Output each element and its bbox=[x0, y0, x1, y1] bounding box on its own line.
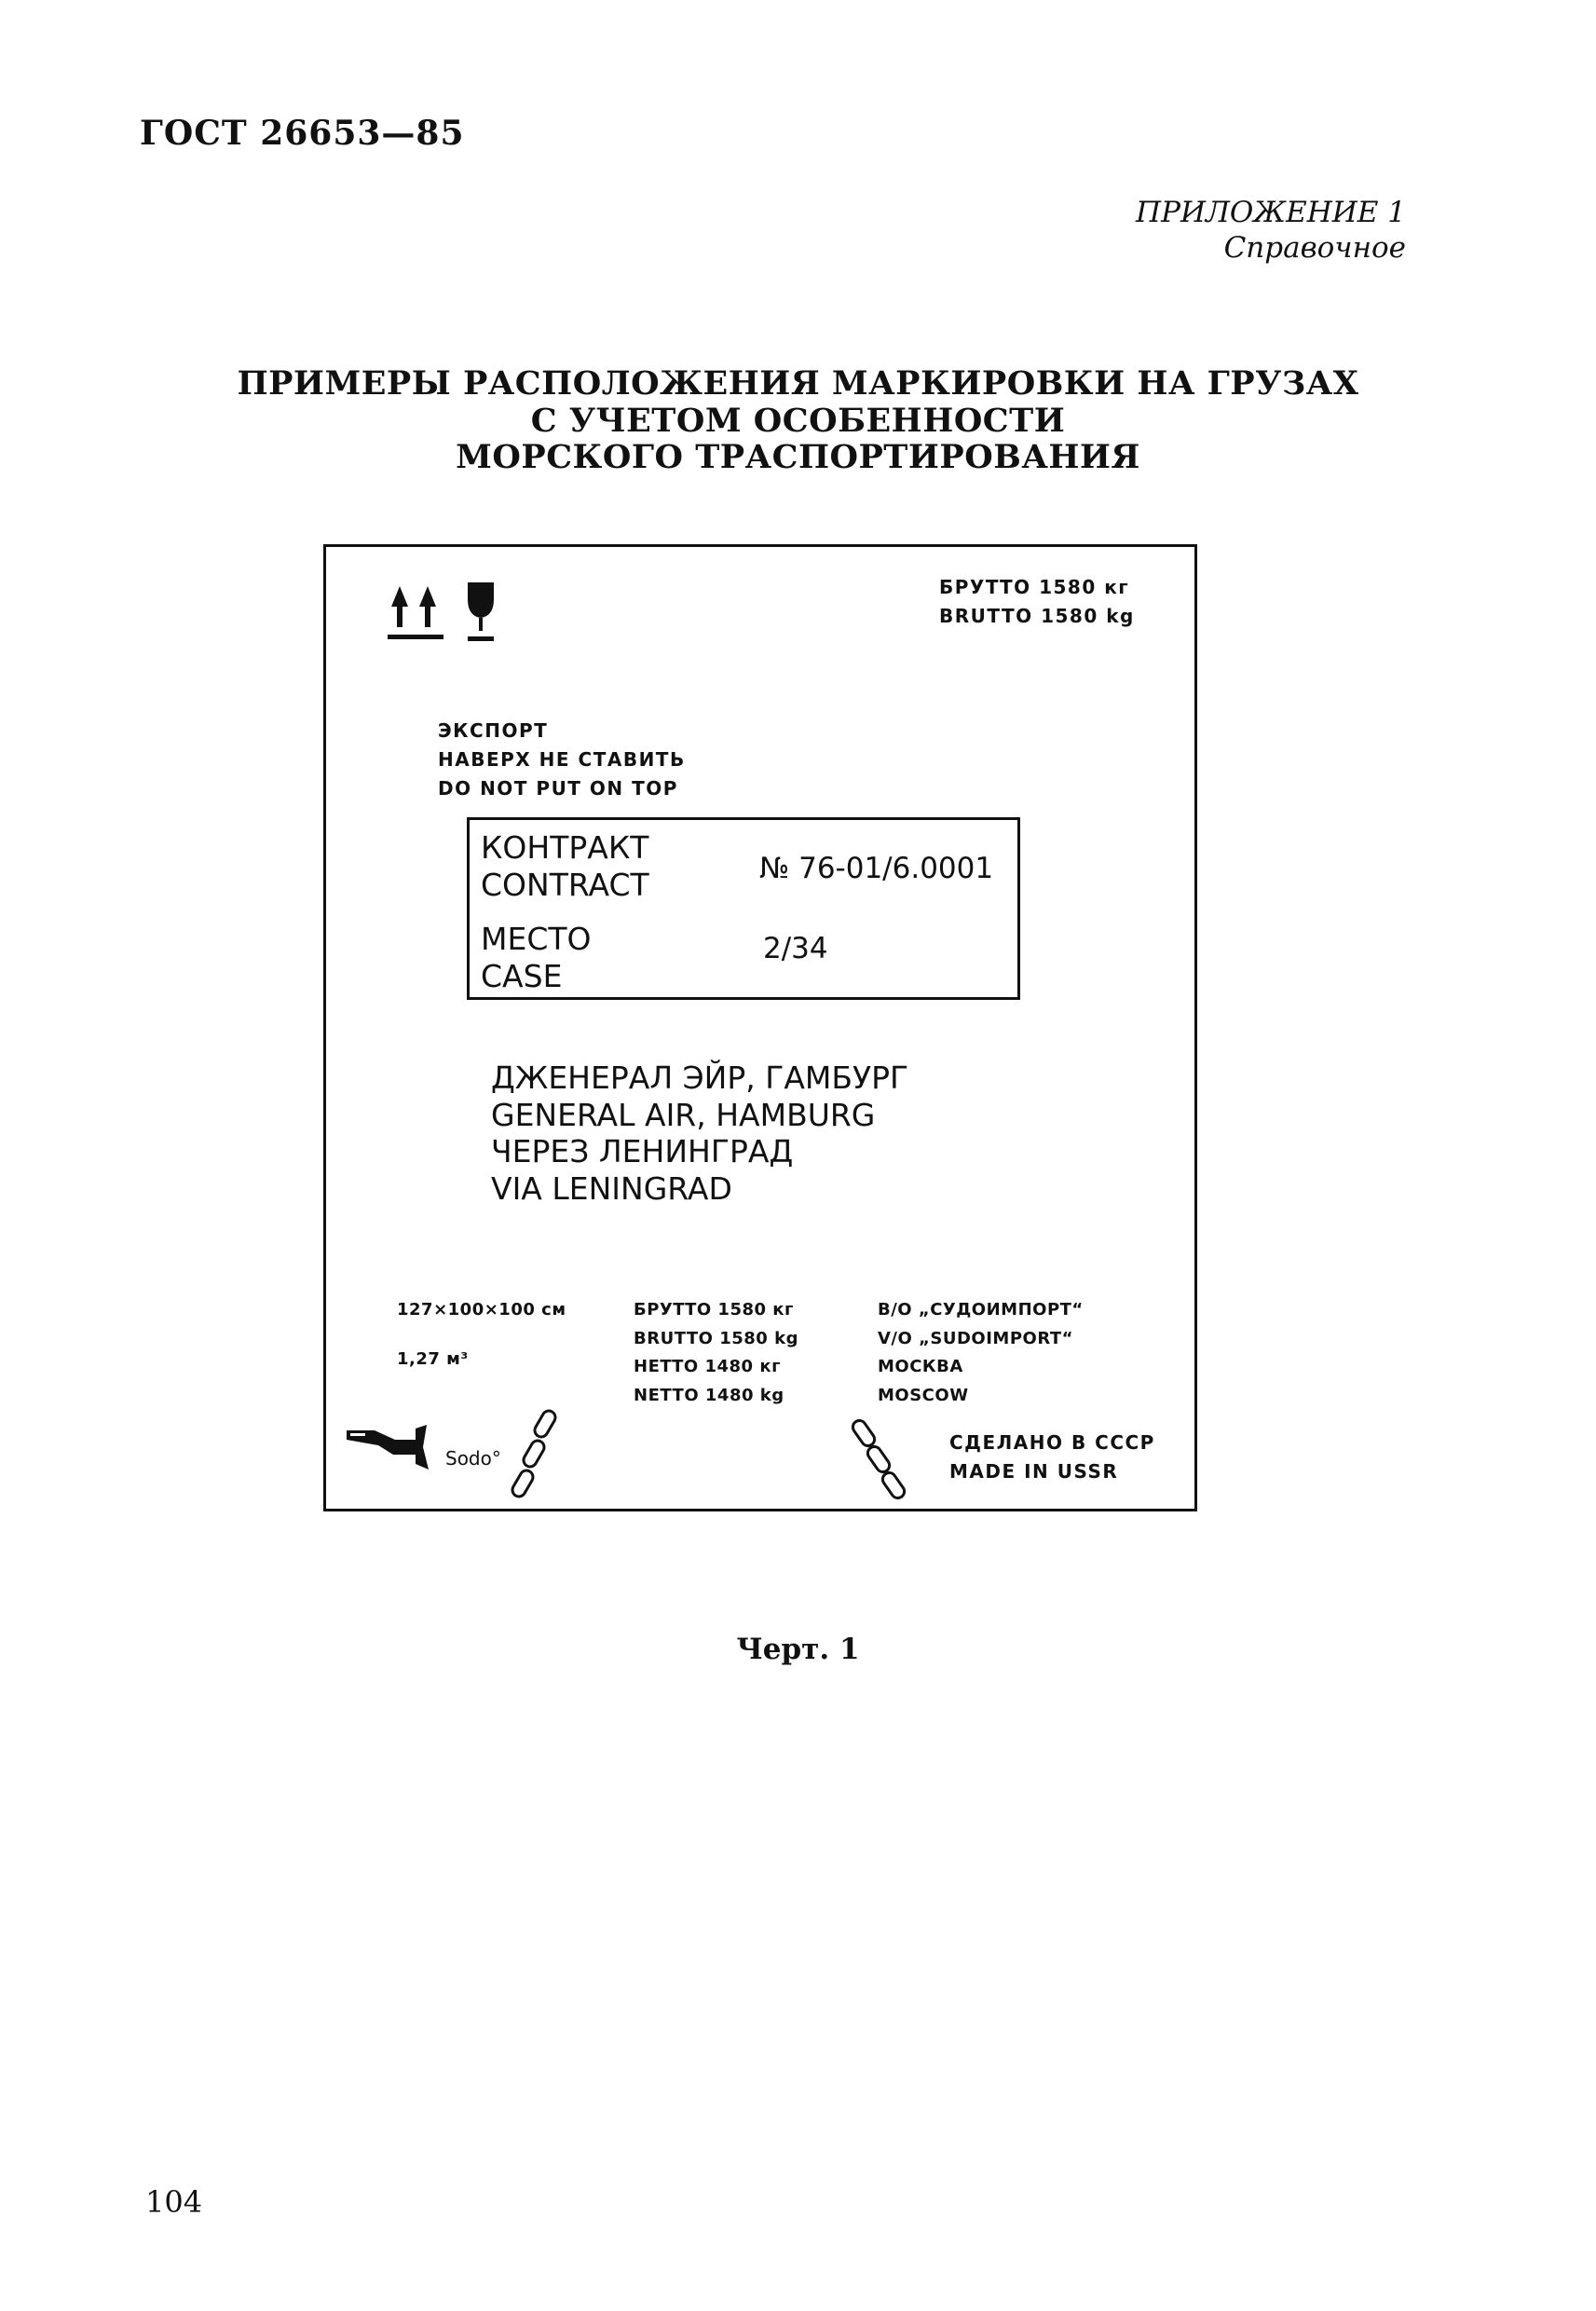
cargo-marking-label bbox=[323, 544, 1197, 1511]
sling-chain-icon bbox=[501, 1406, 576, 1509]
page-heading bbox=[0, 365, 1596, 476]
case-label-ru: МЕСТО bbox=[481, 921, 592, 957]
made-in-ru: СДЕЛАНО В СССР bbox=[949, 1431, 1155, 1454]
page-number: 104 bbox=[145, 2184, 203, 2220]
net-ru: НЕТТО 1480 кг bbox=[634, 1357, 781, 1377]
appendix-note bbox=[1136, 196, 1406, 267]
heading-line-2: С УЧЕТОМ ОСОБЕННОСТИ bbox=[530, 401, 1066, 440]
consignee-line-1: ДЖЕНЕРАЛ ЭЙР, ГАМБУРГ bbox=[491, 1060, 909, 1096]
consignee-line-3: ЧЕРЕЗ ЛЕНИНГРАД bbox=[491, 1133, 794, 1170]
heading-line-3: МОРСКОГО ТРАСПОРТИРОВАНИЯ bbox=[456, 438, 1140, 477]
country-of-origin bbox=[949, 1429, 1155, 1486]
gross-weight-en: BRUTTO 1580 kg bbox=[939, 605, 1135, 627]
sling-chain-icon bbox=[848, 1415, 922, 1509]
case-label-en: CASE bbox=[481, 958, 563, 995]
dimensions-block bbox=[397, 1296, 566, 1374]
sender-city-ru: МОСКВА bbox=[878, 1357, 963, 1377]
contract-box bbox=[467, 817, 1020, 1000]
do-not-stack-ru: НАВЕРХ НЕ СТАВИТЬ bbox=[438, 748, 686, 771]
sender-en: V/O „SUDOIMPORT“ bbox=[878, 1328, 1073, 1348]
consignee-line-4: VIA LENINGRAD bbox=[491, 1169, 732, 1207]
gross-ru: БРУТТО 1580 кг bbox=[634, 1300, 794, 1320]
document-code: ГОСТ 26653—85 bbox=[140, 114, 465, 153]
export-text: ЭКСПОРТ bbox=[438, 719, 549, 742]
appendix-title: ПРИЛОЖЕНИЕ 1 bbox=[1136, 196, 1406, 229]
made-in-en: MADE IN USSR bbox=[949, 1460, 1119, 1483]
heading-line-1: ПРИМЕРЫ РАСПОЛОЖЕНИЯ МАРКИРОВКИ НА ГРУЗАХ bbox=[237, 364, 1359, 403]
contract-label bbox=[481, 829, 649, 905]
logo-text: Sodo° bbox=[445, 1447, 501, 1470]
contract-number: № 76-01/6.0001 bbox=[759, 852, 994, 885]
dimensions-spacer bbox=[397, 1325, 566, 1346]
consignee-line-2: GENERAL AIR, HAMBURG bbox=[491, 1096, 876, 1133]
figure-caption: Черт. 1 bbox=[736, 1633, 860, 1666]
do-not-stack-en: DO NOT PUT ON TOP bbox=[438, 777, 678, 800]
sender-block bbox=[878, 1296, 1084, 1410]
weights-block bbox=[634, 1296, 798, 1410]
appendix-type: Справочное bbox=[1223, 230, 1406, 265]
gross-weight-top bbox=[939, 573, 1135, 631]
sender-ru: В/О „СУДОИМПОРТ“ bbox=[878, 1300, 1084, 1320]
sodo-logo-icon bbox=[347, 1423, 443, 1471]
contract-label-ru: КОНТРАКТ bbox=[481, 829, 649, 866]
gross-weight-ru: БРУТТО 1580 кг bbox=[939, 576, 1130, 598]
this-way-up-icon bbox=[388, 584, 445, 642]
contract-label-en: CONTRACT bbox=[481, 867, 649, 904]
fragile-icon bbox=[462, 581, 499, 644]
sender-city-en: MOSCOW bbox=[878, 1385, 969, 1405]
consignee-address bbox=[491, 1060, 908, 1207]
gross-en: BRUTTO 1580 kg bbox=[634, 1328, 798, 1348]
case-number: 2/34 bbox=[763, 932, 828, 965]
case-volume: 1,27 м³ bbox=[397, 1348, 469, 1369]
export-handling-note bbox=[438, 717, 686, 803]
case-label bbox=[481, 921, 592, 996]
case-dimensions: 127×100×100 см bbox=[397, 1300, 566, 1320]
net-en: NETTO 1480 kg bbox=[634, 1385, 784, 1405]
